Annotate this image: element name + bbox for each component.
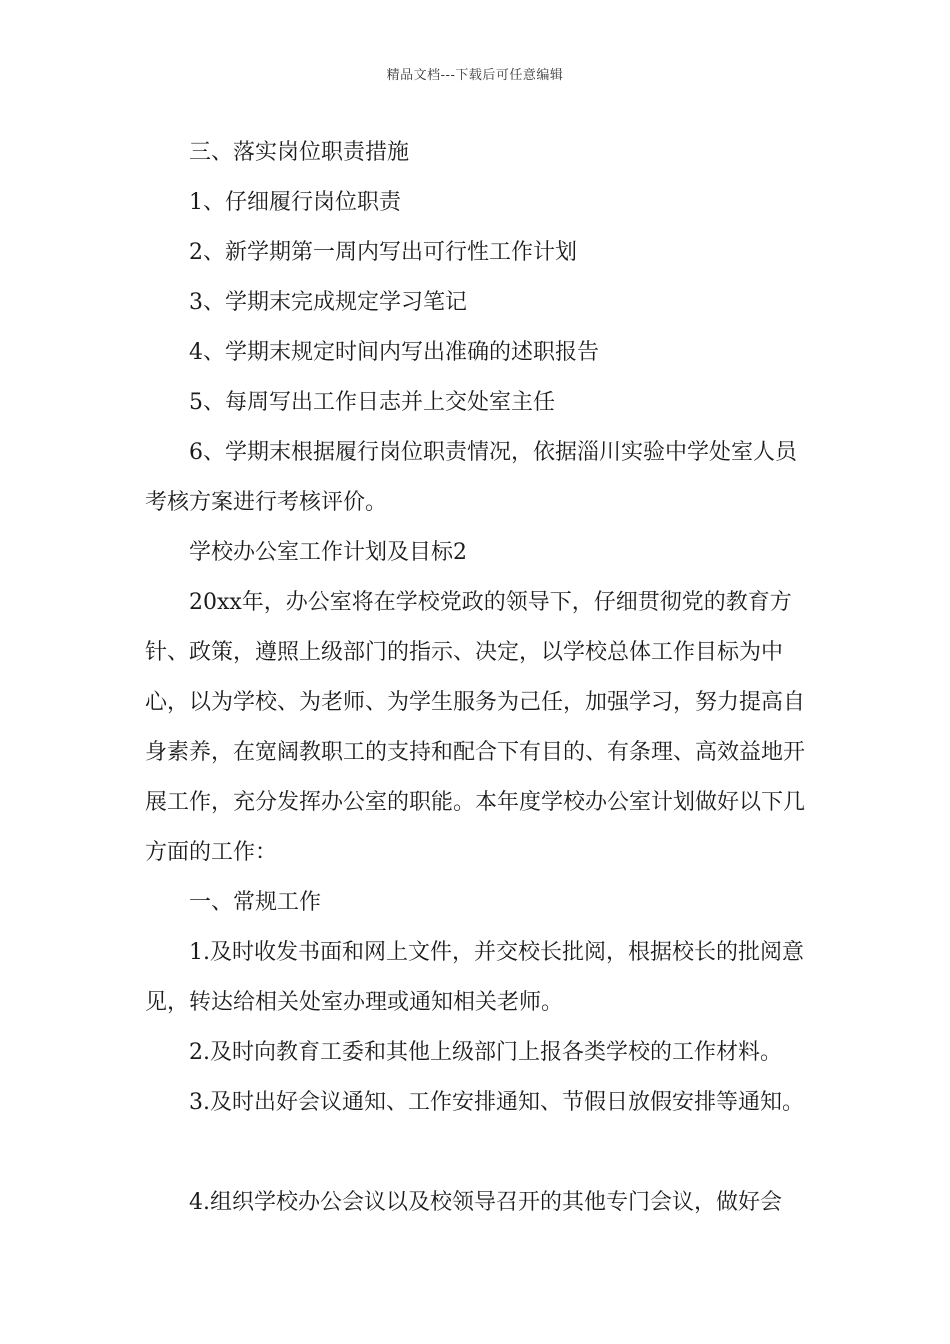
body-paragraph: 20xx年，办公室将在学校党政的领导下，仔细贯彻党的教育方针、政策，遵照上级部门的指示、决定，以学校总体工作目标为中心，以为学校、为老师、为学生服务为己任，加强学习，努力提高自身素养，在宽阔教职工的支持和配合下有目的、有条理、高效益地开展工作，充分发挥办公室的职能。本年度学校办公室计划做好以下几方面的工作： <box>145 590 806 865</box>
blank-line <box>145 1128 810 1178</box>
list-item: 1、仔细履行岗位职责 <box>189 190 401 215</box>
list-item: 1.及时收发书面和网上文件，并交校长批阅，根据校长的批阅意见，转达给相关处室办理或通知相关老师。 <box>145 940 804 1015</box>
document-body <box>145 128 810 1228</box>
list-item: 4、学期末规定时间内写出准确的述职报告 <box>189 340 599 365</box>
list-item: 2.及时向教育工委和其他上级部门上报各类学校的工作材料。 <box>189 1040 782 1065</box>
list-item: 3、学期末完成规定学习笔记 <box>189 290 467 315</box>
page-header: 精品文档---下载后可任意编辑 <box>386 68 564 83</box>
section-heading: 一、常规工作 <box>189 890 322 915</box>
list-item: 2、新学期第一周内写出可行性工作计划 <box>189 240 577 265</box>
document-subtitle: 学校办公室工作计划及目标2 <box>189 540 467 565</box>
list-item: 3.及时出好会议通知、工作安排通知、节假日放假安排等通知。 <box>189 1090 804 1115</box>
list-item: 5、每周写出工作日志并上交处室主任 <box>189 390 555 415</box>
list-item: 4.组织学校办公会议以及校领导召开的其他专门会议，做好会 <box>189 1190 782 1215</box>
list-item: 6、学期末根据履行岗位职责情况，依据淄川实验中学处室人员考核方案进行考核评价。 <box>145 440 797 515</box>
section-heading: 三、落实岗位职责措施 <box>189 140 410 165</box>
